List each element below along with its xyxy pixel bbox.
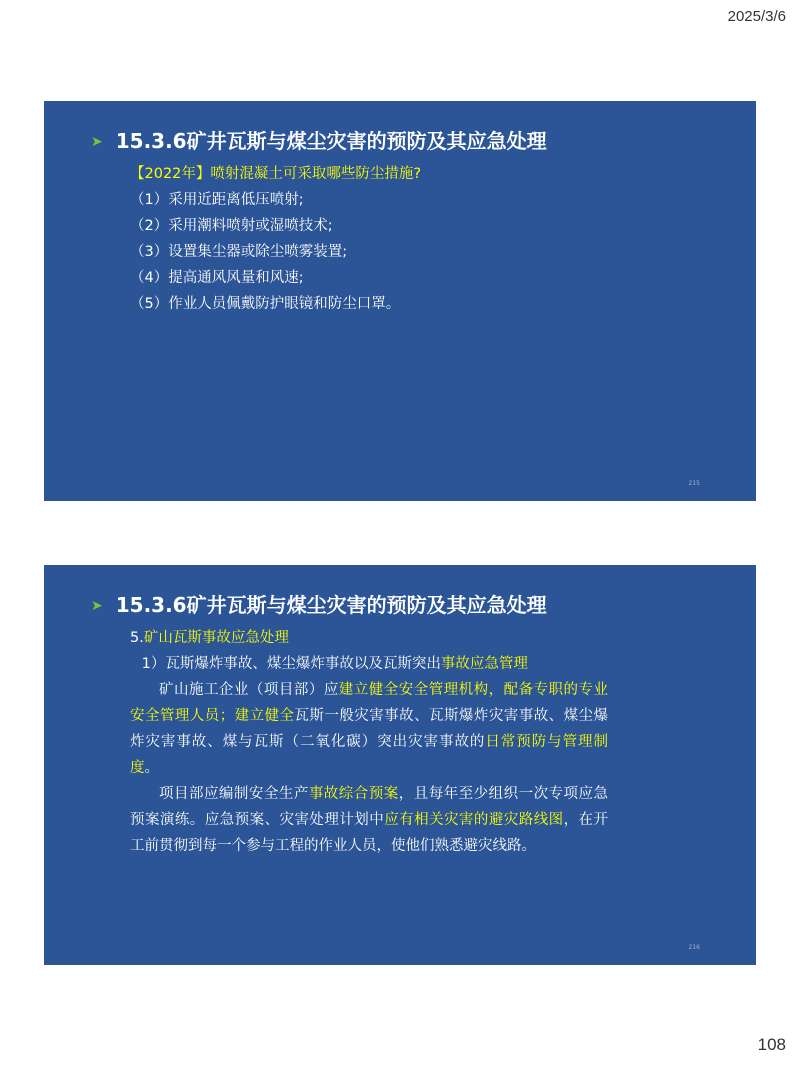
text: 项目部应编制安全生产 <box>159 786 309 802</box>
paragraph-emergency-plan <box>130 781 608 859</box>
highlight-text: 应有相关灾害的避灾路线图 <box>384 812 564 828</box>
slide-title <box>91 589 547 618</box>
list-item: （5）作业人员佩戴防护眼镜和防尘口罩。 <box>130 296 401 312</box>
list-item: （2）采用潮料喷射或湿喷技术; <box>130 218 333 234</box>
arrow-bullet-icon: ➤ <box>91 134 103 150</box>
slide-title-text: 15.3.6矿井瓦斯与煤尘灾害的预防及其应急处理 <box>115 129 547 153</box>
slide-216 <box>44 565 756 965</box>
exam-question: 【2022年】喷射混凝土可采取哪些防尘措施? <box>130 166 422 182</box>
section-title: 矿山瓦斯事故应急处理 <box>143 630 289 646</box>
text: 矿山施工企业（项目部）应 <box>159 682 339 698</box>
text: ，在开工前贯彻到每一个参与工程的作业人员，使他们熟悉避灾线路。 <box>130 812 609 854</box>
slide-body <box>130 625 609 859</box>
highlight-text: 事故综合预案 <box>308 786 399 802</box>
slide-215 <box>44 101 756 501</box>
slide-body <box>130 161 606 317</box>
section-number: 5. <box>130 630 144 646</box>
slide-number: 215 <box>688 480 700 487</box>
highlight-text: 日常预防与管理制度 <box>130 734 609 776</box>
text: 。 <box>144 760 159 776</box>
slide-title <box>91 125 547 154</box>
text: 瓦斯一般灾害事故、瓦斯爆炸灾害事故、煤尘爆炸灾害事故、煤与瓦斯（二氧化碳）突出灾害事故的 <box>130 708 608 750</box>
slide-title-text: 15.3.6矿井瓦斯与煤尘灾害的预防及其应急处理 <box>115 593 547 617</box>
arrow-bullet-icon: ➤ <box>91 598 103 614</box>
highlight-text: 建立健全安全管理机构，配备专职的专业安全管理人员；建立健全 <box>130 682 609 724</box>
slide-number: 216 <box>688 944 700 951</box>
list-item: （1）采用近距离低压喷射; <box>130 192 304 208</box>
subheading <box>130 651 606 677</box>
list-item: （4）提高通风风量和风速; <box>130 270 304 286</box>
paragraph-management <box>130 677 608 781</box>
page-number: 108 <box>757 1035 786 1054</box>
list-item: （3）设置集尘器或除尘喷雾装置; <box>130 244 348 260</box>
print-date: 2025/3/6 <box>727 8 786 25</box>
subheading-highlight: 事故应急管理 <box>440 656 528 672</box>
section-heading <box>130 625 606 651</box>
text: ，且每年至少组织一次专项应急预案演练。应急预案、灾害处理计划中 <box>130 786 609 828</box>
subheading-text: 1）瓦斯爆炸事故、煤尘爆炸事故以及瓦斯突出 <box>141 656 441 672</box>
